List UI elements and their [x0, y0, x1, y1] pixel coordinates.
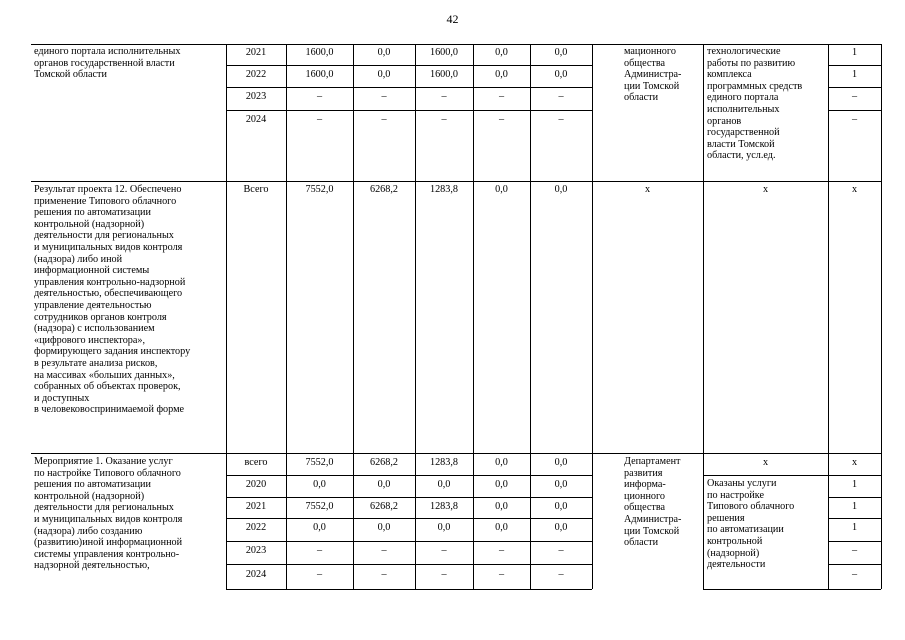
indicator-value: х — [851, 184, 858, 195]
row-border — [226, 518, 592, 519]
row-border — [226, 65, 592, 66]
year-cell: всего — [244, 457, 268, 468]
total-cell: – — [316, 114, 323, 125]
indicator-name: технологические работы по развитию комплекса программных средств единого портала исполнительных органов государственной власти Томской области, усл.ед. — [707, 46, 803, 162]
regional-cell: – — [441, 91, 447, 102]
federal-cell: – — [381, 569, 387, 580]
local-cell: – — [498, 569, 505, 580]
federal-cell: 0,0 — [377, 479, 391, 490]
row-border — [226, 589, 592, 590]
regional-cell: 0,0 — [437, 479, 451, 490]
year-cell: 2023 — [245, 91, 267, 102]
extra-budget-cell: 0,0 — [554, 501, 568, 512]
row-border — [703, 475, 881, 476]
indicator-name: Оказаны услуги по настройке Типового облачного решения по автоматизации контрольной (надзорной) деятельности — [707, 478, 795, 571]
local-cell: – — [498, 545, 505, 556]
executor-cell: мационного общества Администра- ции Томской области — [624, 46, 682, 104]
year-cell: 2023 — [245, 545, 267, 556]
extra-budget-cell: 0,0 — [554, 184, 568, 195]
year-cell: 2021 — [245, 47, 267, 58]
total-cell: – — [316, 569, 323, 580]
indicator-value: 1 — [851, 69, 858, 80]
extra-budget-cell: 0,0 — [554, 522, 568, 533]
total-cell: – — [316, 91, 323, 102]
total-cell: 0,0 — [313, 522, 326, 533]
row-border — [226, 87, 592, 88]
indicator-value: х — [851, 457, 858, 468]
regional-cell: 1283,8 — [429, 184, 458, 195]
extra-budget-cell: – — [558, 545, 564, 556]
year-cell: Всего — [243, 184, 269, 195]
indicator-value: 1 — [851, 47, 858, 58]
year-cell: 2022 — [245, 522, 267, 533]
federal-cell: 6268,2 — [369, 457, 398, 468]
column-border — [881, 44, 882, 589]
executor-cell: Департамент развития информа- ционного общества Администра- ции Томской области — [624, 456, 682, 549]
row-border — [226, 497, 592, 498]
federal-cell: – — [381, 91, 387, 102]
row-border — [828, 541, 881, 542]
indicator-value: – — [851, 91, 858, 102]
indicator-header: х — [762, 457, 769, 468]
local-cell: 0,0 — [495, 522, 508, 533]
local-cell: 0,0 — [495, 47, 508, 58]
total-cell: 7552,0 — [305, 501, 334, 512]
regional-cell: 1283,8 — [429, 501, 458, 512]
indicator-value: 1 — [851, 501, 858, 512]
extra-budget-cell: – — [558, 114, 564, 125]
regional-cell: 0,0 — [437, 522, 451, 533]
local-cell: 0,0 — [495, 501, 508, 512]
year-cell: 2020 — [245, 479, 267, 490]
row-border — [31, 181, 881, 182]
federal-cell: 0,0 — [377, 69, 391, 80]
row-border — [226, 564, 592, 565]
row-border — [226, 475, 592, 476]
row-border — [828, 564, 881, 565]
total-cell: 7552,0 — [305, 457, 334, 468]
measure-name: Мероприятие 1. Оказание услуг по настройке Типового облачного решения по автоматизации контрольной (надзорной) деятельности для региональных и муниципальных видов контроля (надзора) либо созданию (развитию)иной информационной системы управления контрольно- надзорной деятельностью, — [34, 456, 183, 572]
federal-cell: – — [381, 114, 387, 125]
federal-cell: 0,0 — [377, 522, 391, 533]
row-border — [31, 44, 881, 45]
row-border — [703, 589, 881, 590]
extra-budget-cell: – — [558, 569, 564, 580]
local-cell: 0,0 — [495, 479, 508, 490]
year-cell: 2024 — [245, 569, 267, 580]
row-border — [828, 518, 881, 519]
regional-cell: – — [441, 545, 447, 556]
year-cell: 2024 — [245, 114, 267, 125]
local-cell: – — [498, 114, 505, 125]
executor-cell: х — [644, 184, 651, 195]
regional-cell: – — [441, 569, 447, 580]
total-cell: 1600,0 — [305, 69, 334, 80]
indicator-name: х — [762, 184, 769, 195]
total-cell: 0,0 — [313, 479, 326, 490]
row-border — [828, 65, 881, 66]
regional-cell: 1600,0 — [429, 69, 458, 80]
total-cell: – — [316, 545, 323, 556]
indicator-value: – — [851, 545, 858, 556]
local-cell: 0,0 — [495, 69, 508, 80]
result-name: Результат проекта 12. Обеспечено применение Типового облачного решения по автоматизации контрольной (надзорной) деятельности для региональных и муниципальных видов контроля (надзора) либо иной информационной системы управления контрольно-надзорной деятельностью, обеспечивающего управление деятельностью сотрудников органов контроля (надзора) с использованием «цифрового инспектора», формирующего задания инспектору в результате анализа рисков, на массивах «больших данных», собранных об объектах проверок, и доступных в человековоспринимаемой форме — [34, 184, 191, 416]
extra-budget-cell: 0,0 — [554, 457, 568, 468]
measure-name: единого портала исполнительных органов государственной власти Томской области — [34, 46, 181, 81]
indicator-value: – — [851, 114, 858, 125]
indicator-value: 1 — [851, 479, 858, 490]
indicator-value: – — [851, 569, 858, 580]
federal-cell: 0,0 — [377, 47, 391, 58]
local-cell: – — [498, 91, 505, 102]
extra-budget-cell: 0,0 — [554, 69, 568, 80]
extra-budget-cell: – — [558, 91, 564, 102]
row-border — [226, 541, 592, 542]
page-number: 42 — [446, 12, 459, 26]
year-cell: 2022 — [245, 69, 267, 80]
federal-cell: – — [381, 545, 387, 556]
federal-cell: 6268,2 — [369, 501, 398, 512]
regional-cell: 1283,8 — [429, 457, 458, 468]
extra-budget-cell: 0,0 — [554, 47, 568, 58]
local-cell: 0,0 — [495, 184, 508, 195]
local-cell: 0,0 — [495, 457, 508, 468]
indicator-value: 1 — [851, 522, 858, 533]
regional-cell: 1600,0 — [429, 47, 458, 58]
row-border — [828, 497, 881, 498]
column-border — [703, 44, 704, 589]
federal-cell: 6268,2 — [369, 184, 398, 195]
total-cell: 7552,0 — [305, 184, 334, 195]
row-border — [828, 87, 881, 88]
total-cell: 1600,0 — [305, 47, 334, 58]
year-cell: 2021 — [245, 501, 267, 512]
row-border — [31, 453, 881, 454]
extra-budget-cell: 0,0 — [554, 479, 568, 490]
column-border — [592, 44, 593, 589]
row-border — [226, 110, 592, 111]
regional-cell: – — [441, 114, 447, 125]
row-border — [828, 110, 881, 111]
